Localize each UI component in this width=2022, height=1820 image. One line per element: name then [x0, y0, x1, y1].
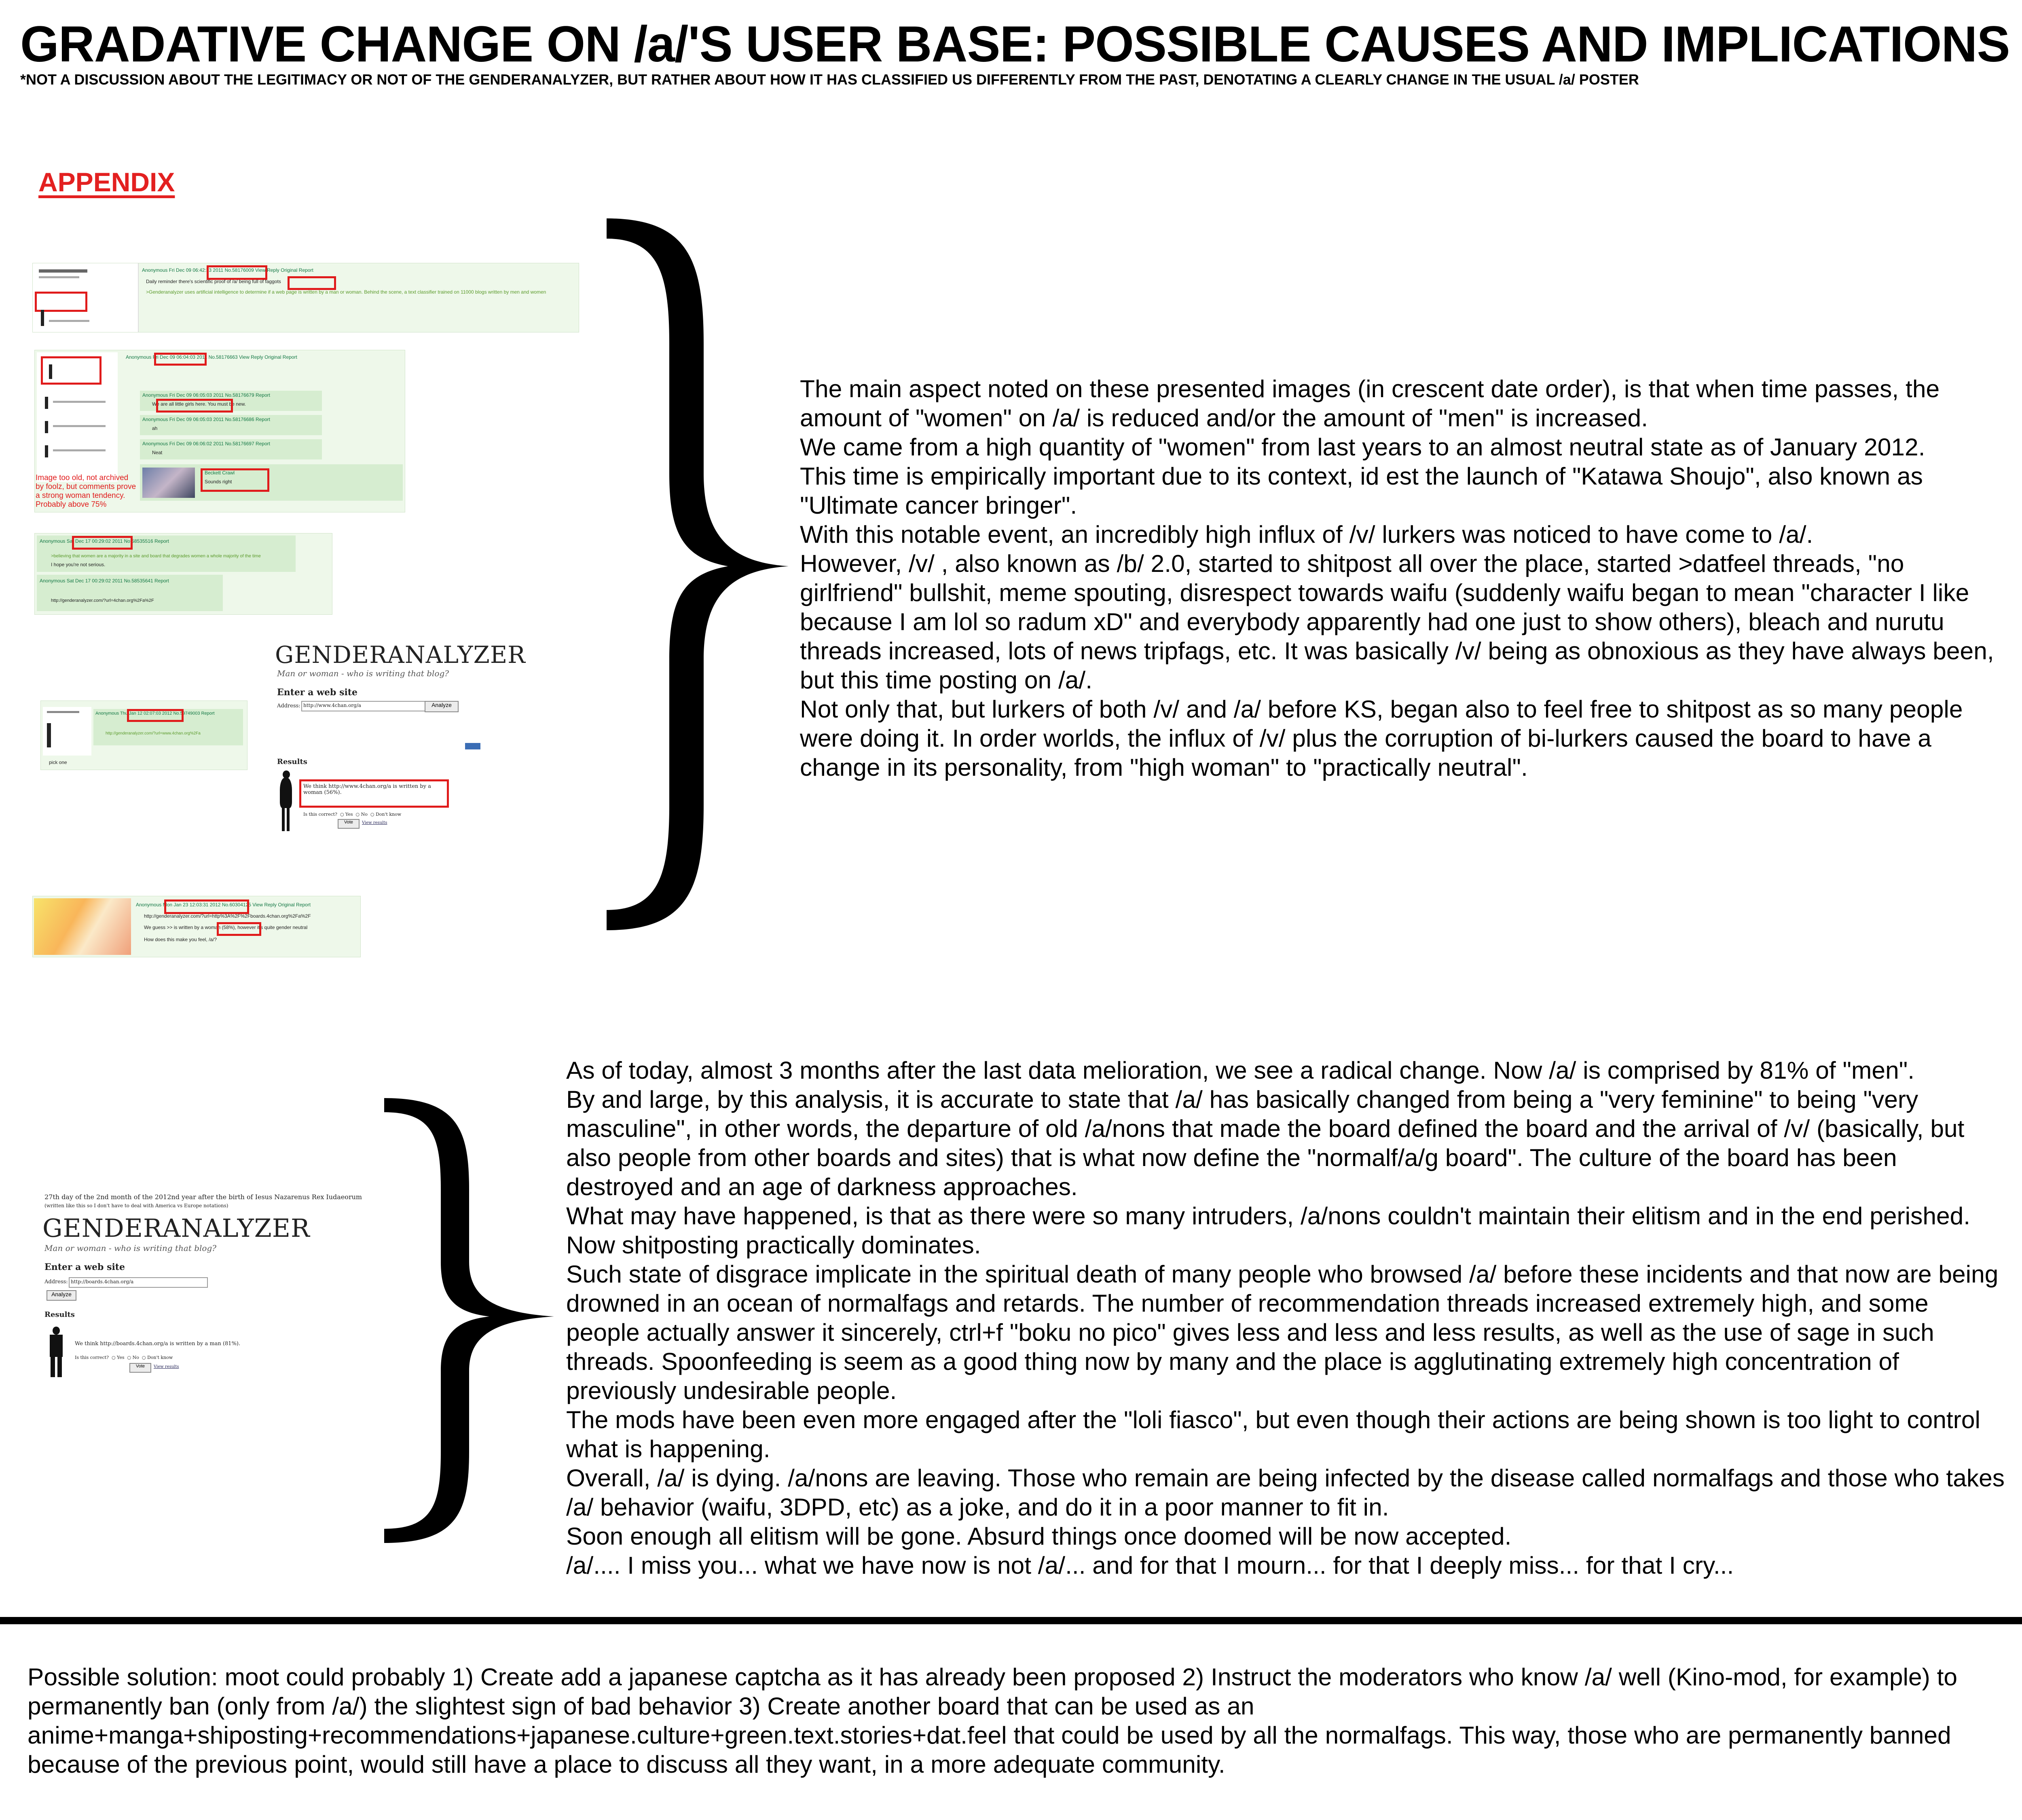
section1-line: We came from a high quantity of "women" from last years to an almost neutral state as of January 2012.	[800, 433, 1925, 461]
post-link: http://genderanalyzer.com/?url=http%3A%2F%2Fboards.4chan.org%2Fa%2F	[144, 913, 311, 919]
post-text: http://genderanalyzer.com/?url=4chan.org%2Fa%2F	[51, 598, 154, 603]
section1-text	[800, 374, 2013, 782]
reply-3: Anonymous Fri Dec 09 06:06:02 2011 No.58176697 Report Neat	[140, 439, 322, 459]
genderanalyzer-result-jan: GENDERANALYZER Man or woman - who is writing that blog? Enter a web site Address: http://www.4chan.org/a Analyze Results We think http://www.4chan.org/a is written by a woman (56%). Is this correct? ○ Yes ○ No ○ Don't know Vote View results	[269, 637, 552, 847]
post-quote: >believing that women are a majority in a site and board that degrades women a whole majority of the time	[51, 554, 261, 559]
screenshot-thread-dec-09-b	[34, 350, 405, 512]
genderanalyzer-mini	[37, 352, 118, 482]
appendix-label: APPENDIX	[38, 167, 175, 197]
silhouette-man	[47, 1327, 67, 1377]
avatar	[142, 468, 195, 498]
post-text: I hope you're not serious.	[51, 562, 106, 567]
section1-line: This time is empirically important due to its context, id est the launch of "Katawa Shoujo", also known as "Ultimate cancer bringer".	[800, 462, 1923, 519]
screenshot-thread-jan-12	[40, 700, 247, 770]
silhouette-woman	[278, 770, 294, 831]
post-text: How does this make you feel, /a/?	[144, 937, 217, 942]
post-quote: >Genderanalyzer uses artificial intelligence to determine if a web page is written by a man or woman. Behind the scene, a text classifier trained on 11000 blogs written by men and women	[146, 289, 546, 295]
section2-line: By and large, by this analysis, it is accurate to state that /a/ has basically changed from being a "very feminine" to being "very masculine", in other words, the departure of old /a/nons that made the board defined the board and the arrival of /v/ (basically, but also people from other boards and sites) that is what now define the "normalf/a/g board". The culture of the board has been destroyed and an age of darkness approaches.	[566, 1086, 1965, 1200]
screenshot-thread-dec-09-a	[32, 263, 579, 332]
post-header: Anonymous Sat Dec 17 00:29:02 2011 No.58535641 Report	[40, 578, 169, 584]
address-input: http://boards.4chan.org/a	[69, 1277, 208, 1288]
section1-line: The main aspect noted on these presented images (in crescent date order), is that when time passes, the amount of "women" on /a/ is reduced and/or the amount of "men" is increased.	[800, 375, 1940, 432]
reply-4: Beckett Crawl Sounds right	[140, 464, 403, 501]
post-header: Anonymous Fri Dec 09 06:42:33 2011 No.58176009 View Reply Original Report	[142, 267, 313, 273]
post-text: pick one	[49, 760, 67, 765]
section2-line: Overall, /a/ is dying. /a/nons are leaving. Those who remain are being infected by the disease called normalfags and those who takes /a/ behavior (waifu, 3DPD, etc) as a joke, and do it in a poor manner to fit in.	[566, 1464, 2005, 1521]
address-input: http://www.4chan.org/a	[301, 701, 440, 711]
analyze-button: Analyze	[425, 701, 459, 712]
screenshot-thread-dec-17	[34, 533, 332, 615]
analyze-button: Analyze	[47, 1290, 76, 1301]
view-results-link: View results	[362, 821, 387, 825]
page-subtitle: *NOT A DISCUSSION ABOUT THE LEGITIMACY OR NOT OF THE GENDERANALYZER, BUT RATHER ABOUT HOW IT HAS CLASSIFIED US DIFFERENTLY FROM THE PAST, DENOTATING A CLEARLY CHANGE IN THE USUAL /a/ POSTER	[20, 71, 1639, 88]
footer-solution-text: Possible solution: moot could probably 1) Create add a japanese captcha as it has already been proposed 2) Instruct the moderators who know /a/ well (Kino-mod, for example) to permanently ban (only from /a/) the slightest sign of bad behavior 3) Create another board that can be used as an anime+manga+shiposting+recommendations+japanese.culture+green.text.stories+dat.feel that could be used by all the normalfags. This way, those who are permanently banned because of the previous point, would still have a place to discuss all they want, in a more adequate community.	[27, 1663, 1958, 1778]
post-header: Anonymous Thu Jan 12 02:07:03 2012 No.59749003 Report	[95, 711, 215, 716]
post-header: Anonymous Mon Jan 23 12:03:31 2012 No.60304125 View Reply Original Report	[136, 902, 311, 908]
section1-line: However, /v/ , also known as /b/ 2.0, started to shitpost all over the place, started >datfeel threads, "no girlfriend" bullshit, meme spouting, disrespect towards waifu (suddenly waifu began to mean "character I like because I am lol so radum xD" and everybody apparently had one just to show others), bleach and nurutu threads increased, lots of news tripfags, etc. It was basically /v/ being as obnoxious as they have always been, but this time posting on /a/.	[800, 550, 1994, 694]
genderanalyzer-logo: GENDERANALYZER	[275, 641, 526, 669]
post-header: Anonymous Fri Dec 09 06:04:03 2011 No.58176663 View Reply Original Report	[126, 354, 297, 360]
date-line: 27th day of the 2nd month of the 2012nd year after the birth of Iesus Nazarenus Rex Iudaeorum	[44, 1193, 362, 1201]
post-quote: http://genderanalyzer.com/?url=www.4chan.org%2Fa	[106, 731, 201, 736]
post-text: We guess >> is written by a woman (58%), however it's quite gender neutral	[144, 925, 308, 930]
screenshot-thread-jan-23	[32, 896, 361, 957]
reply-1: Anonymous Fri Dec 09 06:05:03 2011 No.58176679 Report We are all little girls here. You must be new.	[140, 391, 322, 411]
anime-thumbnail	[34, 898, 131, 955]
section-divider	[0, 1617, 2022, 1624]
thumbnail-caption: Image too old, not archived by foolz, but comments prove a strong woman tendency. Probably above 75%	[36, 474, 136, 509]
genderanalyzer-result-feb: 27th day of the 2nd month of the 2012nd year after the birth of Iesus Nazarenus Rex Iudaeorum (written like this so I don't have to deal with America vs Europe notations) GENDERANALYZER Man or woman - who is writing that blog? Enter a web site Address: http://boards.4chan.org/a Analyze Results We think http://boards.4chan.org/a is written by a man (81%). Is this correct? ○ Yes ○ No ○ Don't know Vote View results	[38, 1189, 423, 1383]
section2-line: Soon enough all elitism will be gone. Absurd things once doomed will be now accepted.	[566, 1522, 1512, 1550]
section1-line: Not only that, but lurkers of both /v/ and /a/ before KS, began also to feel free to shitpost as so many people were doing it. In order worlds, the influx of /v/ plus the corruption of bi-lurkers caused the board to have a change in its personality, from "high woman" to "practically neutral".	[800, 695, 1963, 781]
post-header: Anonymous Sat Dec 17 00:29:02 2011 No.58535516 Report	[40, 538, 169, 544]
section2-line: The mods have been even more engaged after the "loli fiasco", but even though their actions are being shown is too light to control what is happening.	[566, 1406, 1980, 1462]
section1-line: With this notable event, an incredibly high influx of /v/ lurkers was noticed to have come to /a/.	[800, 521, 1813, 548]
section2-line: What may have happened, is that as there were so many intruders, /a/nons couldn't maintain their elitism and in the end perished. Now shitposting practically dominates.	[566, 1202, 1971, 1259]
curly-brace-large	[582, 210, 793, 938]
section2-line: /a/.... I miss you... what we have now is not /a/... and for that I mourn... for that I deeply miss... for that I cry...	[566, 1551, 1734, 1579]
reply-2: Anonymous Fri Dec 09 06:05:03 2011 No.58176686 Report ah	[140, 415, 322, 435]
post-text: Daily reminder there's scientific proof of /a/ being full of faggots	[146, 279, 281, 284]
section2-line: As of today, almost 3 months after the last data melioration, we see a radical change. Now /a/ is comprised by 81% of "men".	[566, 1056, 1914, 1084]
date-note: (written like this so I don't have to deal with America vs Europe notations)	[44, 1203, 228, 1208]
vote-button: Vote	[129, 1363, 151, 1373]
curly-brace-small	[368, 1092, 558, 1549]
genderanalyzer-logo: GENDERANALYZER	[42, 1213, 310, 1243]
genderanalyzer-mini	[33, 263, 139, 332]
section2-text	[566, 1056, 2006, 1580]
section2-line: Such state of disgrace implicate in the spiritual death of many people who browsed /a/ before these incidents and that now are being drowned in an ocean of normalfags and retards. The number of recommendation threads increased extremely high, and some people actually answer it sincerely, ctrl+f "boku no pico" gives less and less and less results, as well as the use of sage in such threads. Spoonfeeding is seem as a good thing now by many and the place is agglutinating extremely high concentration of previously undesirable people.	[566, 1260, 1999, 1404]
page-title: GRADATIVE CHANGE ON /a/'S USER BASE: POSSIBLE CAUSES AND IMPLICATIONS	[20, 16, 2010, 72]
vote-button: Vote	[338, 819, 360, 829]
view-results-link: View results	[154, 1365, 179, 1369]
